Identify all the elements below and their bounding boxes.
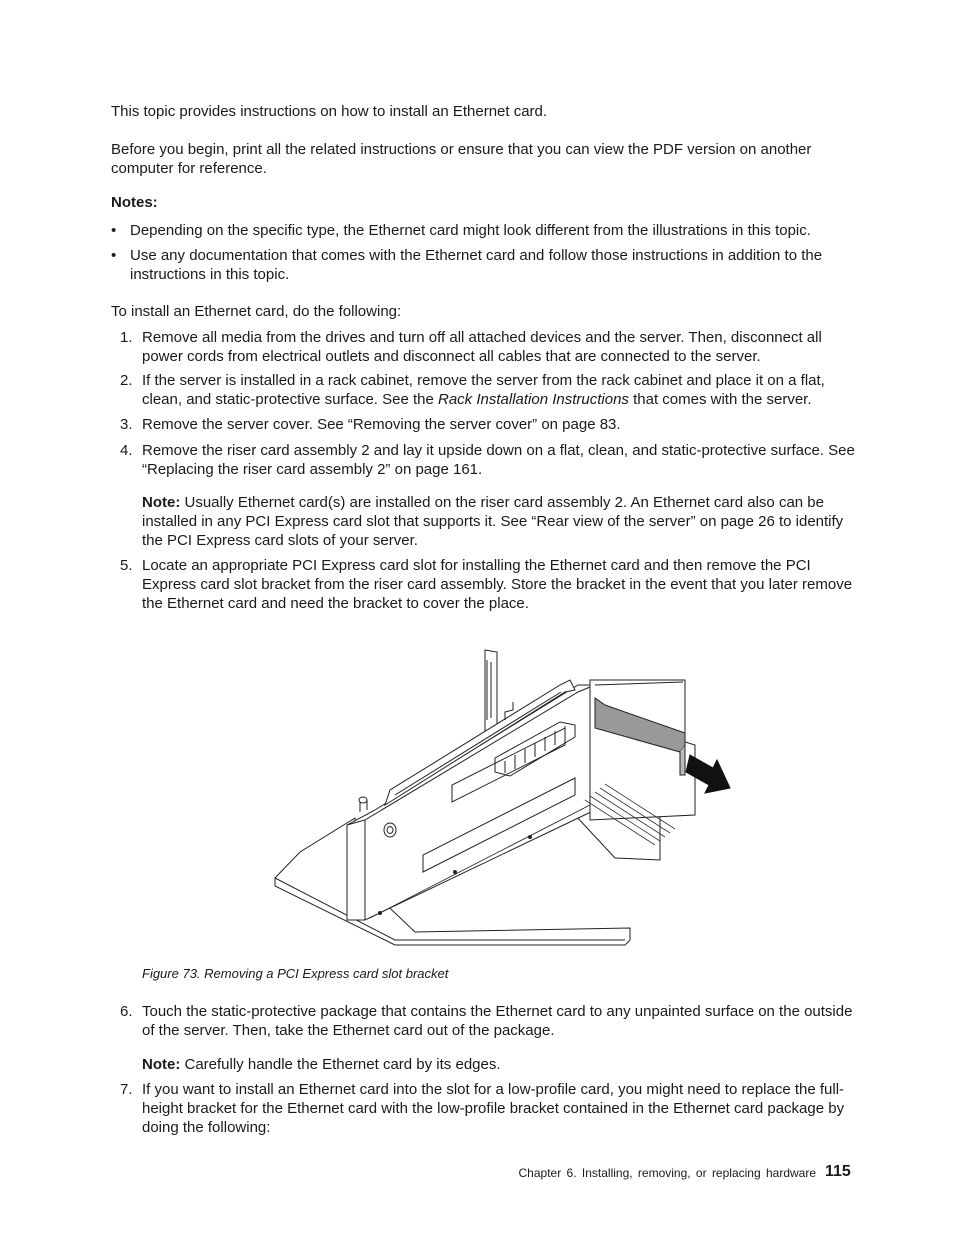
note-label: Note: xyxy=(142,1056,181,1073)
step-text: Remove the riser card assembly 2 and lay it upside down on a flat, clean, and static-protective surface. See “Replacing the riser card assembly 2” on page 161. xyxy=(142,442,855,478)
step-number: 4. xyxy=(120,442,133,459)
step-3 xyxy=(111,415,861,434)
step-text: Touch the static-protective package that contains the Ethernet card to any unpainted surface on the outside of the server. Then, take the Ethernet card out of the package. xyxy=(142,1003,853,1039)
intro-paragraph: This topic provides instructions on how to install an Ethernet card. xyxy=(111,103,548,120)
note-text: Use any documentation that comes with the Ethernet card and follow those instructions in addition to the instructions in this topic. xyxy=(130,247,823,283)
running-footer: Chapter 6. Installing, removing, or replacing hardware xyxy=(518,1166,816,1180)
notes-heading: Notes: xyxy=(111,194,158,211)
figure-caption: Figure 73. Removing a PCI Express card slot bracket xyxy=(142,966,449,981)
note-item xyxy=(111,221,861,240)
page-number: 115 xyxy=(825,1163,851,1180)
step-6 xyxy=(111,1002,861,1040)
riser-card-illustration xyxy=(265,640,745,950)
step-2 xyxy=(111,371,861,409)
step-4 xyxy=(111,441,861,479)
step-7 xyxy=(111,1080,861,1137)
step-1 xyxy=(111,328,861,366)
step-4-note xyxy=(142,493,857,550)
step-number: 1. xyxy=(120,329,133,346)
note-text: Depending on the specific type, the Ethernet card might look different from the illustrations in this topic. xyxy=(130,222,811,239)
before-you-begin-paragraph: Before you begin, print all the related instructions or ensure that you can view the PDF version on another computer for reference. xyxy=(111,141,812,177)
step-6-note xyxy=(142,1055,857,1074)
rack-installation-reference: Rack Installation Instructions xyxy=(438,391,629,408)
bullet-icon: • xyxy=(111,247,117,264)
step-text: If you want to install an Ethernet card into the slot for a low-profile card, you might need to replace the full-height bracket for the Ethernet card with the low-profile bracket contained in the Ethernet card package by doing the following: xyxy=(142,1081,845,1136)
note-item xyxy=(111,246,861,284)
step-text: Locate an appropriate PCI Express card slot for installing the Ethernet card and then remove the PCI Express card slot bracket from the riser card assembly. Store the bracket in the event that you later remove the Ethernet card and need the bracket to cover the place. xyxy=(142,557,853,612)
procedure-intro: To install an Ethernet card, do the following: xyxy=(111,303,402,320)
note-text: Usually Ethernet card(s) are installed on the riser card assembly 2. An Ethernet card also can be installed in any PCI Express card slot that supports it. See “Rear view of the server” on page 26 to identify the PCI Express card slots of your server. xyxy=(142,494,844,549)
note-label: Note: xyxy=(142,494,181,511)
step-text: Remove all media from the drives and turn off all attached devices and the server. Then, disconnect all power cords from electrical outlets and disconnect all cables that are connected to the server. xyxy=(142,329,822,365)
step-number: 7. xyxy=(120,1081,133,1098)
step-text: Remove the server cover. See “Removing the server cover” on page 83. xyxy=(142,416,621,433)
step-number: 6. xyxy=(120,1003,133,1020)
step-5 xyxy=(111,556,861,613)
step-number: 5. xyxy=(120,557,133,574)
note-text: Carefully handle the Ethernet card by its edges. xyxy=(180,1056,501,1073)
step-text: If the server is installed in a rack cabinet, remove the server from the rack cabinet and place it on a flat, clean, and static-protective surface. See the Rack Installation Instructions that comes with the server. xyxy=(142,372,825,408)
bullet-icon: • xyxy=(111,222,117,239)
step-number: 2. xyxy=(120,372,133,389)
step-number: 3. xyxy=(120,416,133,433)
